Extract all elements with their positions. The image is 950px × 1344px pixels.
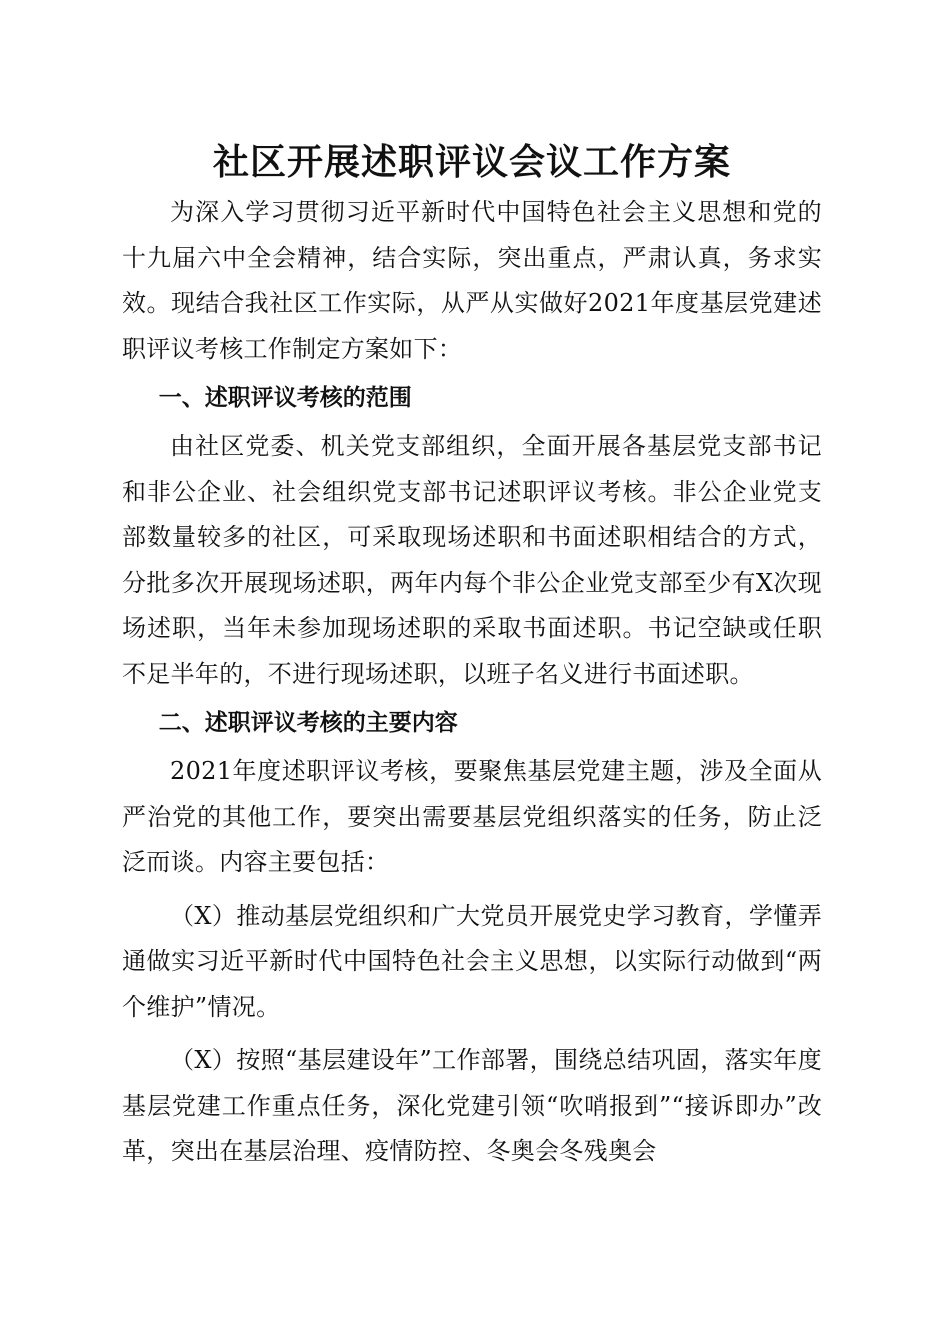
section-1-paragraph-1: 由社区党委、机关党支部组织，全面开展各基层党支部书记和非公企业、社会组织党支部书记述职评议考核。非公企业党支部数量较多的社区，可采取现场述职和书面述职相结合的方式，分批多次开展现场述职，两年内每个非公企业党支部至少有X次现场述职，当年未参加现场述职的采取书面述职。书记空缺或任职不足半年的，不进行现场述职，以班子名义进行书面述职。	[122, 432, 822, 688]
section-2-paragraph-1: 2021年度述职评议考核，要聚焦基层党建主题，涉及全面从严治党的其他工作，要突出需要基层党组织落实的任务，防止泛泛而谈。内容主要包括：	[122, 757, 822, 876]
section-1-heading: 一、述职评议考核的范围	[158, 385, 412, 411]
section-2-heading: 二、述职评议考核的主要内容	[158, 710, 458, 736]
section-2-paragraph-2: （X）推动基层党组织和广大党员开展党史学习教育，学懂弄通做实习近平新时代中国特色社会主义思想，以实际行动做到“两个维护”情况。	[122, 901, 822, 1021]
section-2-paragraph-3: （X）按照“基层建设年”工作部署，围绕总结巩固，落实年度基层党建工作重点任务，深化党建引领“吹哨报到”“接诉即办”改革，突出在基层治理、疫情防控、冬奥会冬残奥会	[122, 1046, 822, 1165]
document-body	[122, 138, 822, 1175]
intro-paragraph: 为深入学习贯彻习近平新时代中国特色社会主义思想和党的十九届六中全会精神，结合实际，突出重点，严肃认真，务求实效。现结合我社区工作实际，从严从实做好2021年度基层党建述职评议考核工作制定方案如下：	[122, 198, 822, 363]
document-title: 社区开展述职评议会议工作方案	[212, 141, 731, 183]
